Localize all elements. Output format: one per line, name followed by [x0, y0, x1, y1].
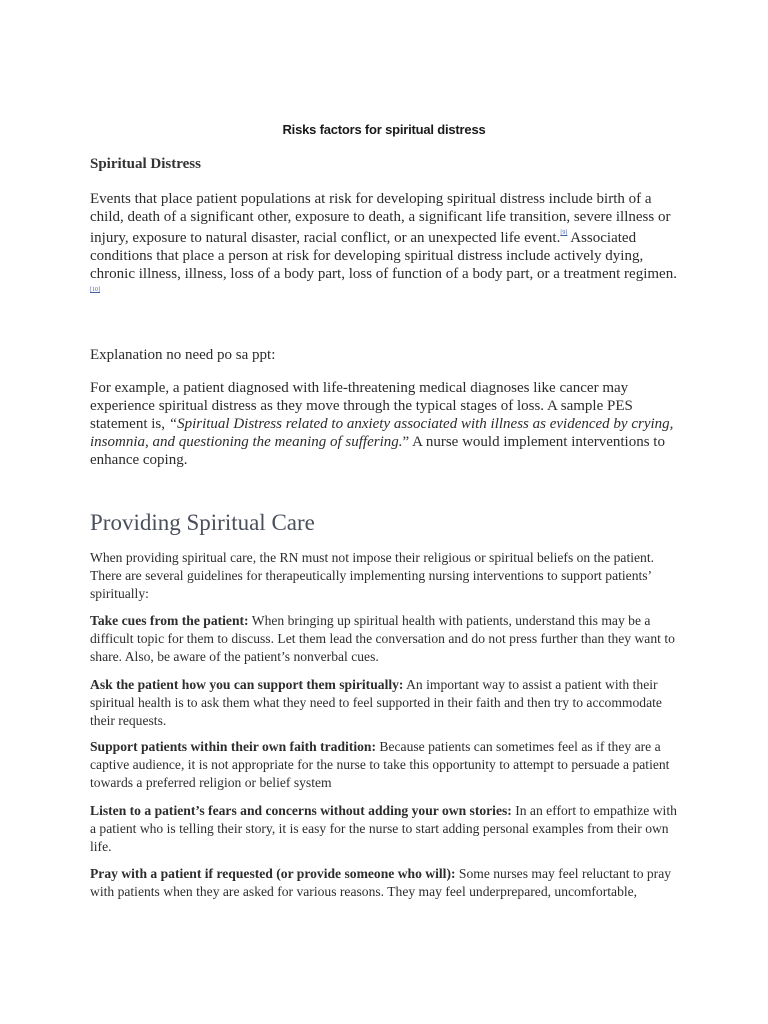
guideline-item: [90, 676, 680, 730]
reference-link-9[interactable]: [9]: [560, 230, 568, 236]
reference-link-10[interactable]: [10]: [90, 287, 100, 293]
paragraph-text: ” A nurse would implement interventions to enhance coping.: [90, 434, 665, 468]
guideline-item: [90, 865, 690, 901]
guideline-text: An important way to assist a patient with their spiritual health is to ask them what they need to feel supported in their faith and then try to accommodate their requests.: [90, 677, 662, 728]
section-heading-providing-spiritual-care: Providing Spiritual Care: [90, 510, 315, 535]
guideline-item: [90, 802, 680, 856]
paragraph-text: For example, a patient diagnosed with life-threatening medical diagnoses like cancer may experience spiritual distress as they move through the typical stages of loss. A sample PES statement is,: [90, 380, 633, 432]
paragraph-text: Associated conditions that place a person at risk for developing spiritual distress include actively dying, chronic illness, illness, loss of a body part, loss of function of a body part, or a treatment regimen.: [90, 230, 677, 282]
guideline-item: [90, 738, 680, 792]
guideline-item: [90, 612, 680, 666]
guideline-lead: Listen to a patient’s fears and concerns without adding your own stories:: [90, 803, 512, 818]
paragraph-risk-events: [90, 190, 680, 304]
guideline-text: Because patients can sometimes feel as if they are a captive audience, it is not appropriate for the nurse to take this opportunity to attempt to persuade a patient towards a preferred religion or belief system: [90, 739, 670, 790]
paragraph-text: Events that place patient populations at risk for developing spiritual distress include birth of a child, death of a significant other, exposure to death, a significant life transition, severe illness or injury, exposure to natural disaster, racial conflict, or an unexpected life event.: [90, 191, 671, 246]
guideline-text: In an effort to empathize with a patient who is telling their story, it is easy for the nurse to start adding personal examples from their own life.: [90, 803, 677, 854]
section-heading-spiritual-distress: Spiritual Distress: [90, 156, 201, 172]
guideline-lead: Pray with a patient if requested (or provide someone who will):: [90, 866, 456, 881]
explanation-note: Explanation no need po sa ppt:: [90, 347, 276, 363]
paragraph-providing-intro: When providing spiritual care, the RN must not impose their religious or spiritual beliefs on the patient. There are several guidelines for therapeutically implementing nursing interventions to support patients’ spiritually:: [90, 550, 655, 601]
document-title: Risks factors for spiritual distress: [282, 122, 486, 137]
guideline-lead: Take cues from the patient:: [90, 613, 249, 628]
pes-statement-quote: “Spiritual Distress related to anxiety associated with illness as evidenced by crying, insomnia, and questioning the meaning of suffering.: [90, 416, 674, 450]
guideline-lead: Ask the patient how you can support them spiritually:: [90, 677, 404, 692]
guideline-lead: Support patients within their own faith tradition:: [90, 739, 377, 754]
guideline-text: When bringing up spiritual health with patients, understand this may be a difficult topic for them to discuss. Let them lead the conversation and do not press further than they want to share. Also, be aware of the patient’s nonverbal cues.: [90, 613, 675, 664]
paragraph-pes-example: [90, 379, 680, 469]
guideline-text: Some nurses may feel reluctant to pray with patients when they are asked for various reasons. They may feel underprepared, uncomfortable,: [90, 866, 672, 899]
